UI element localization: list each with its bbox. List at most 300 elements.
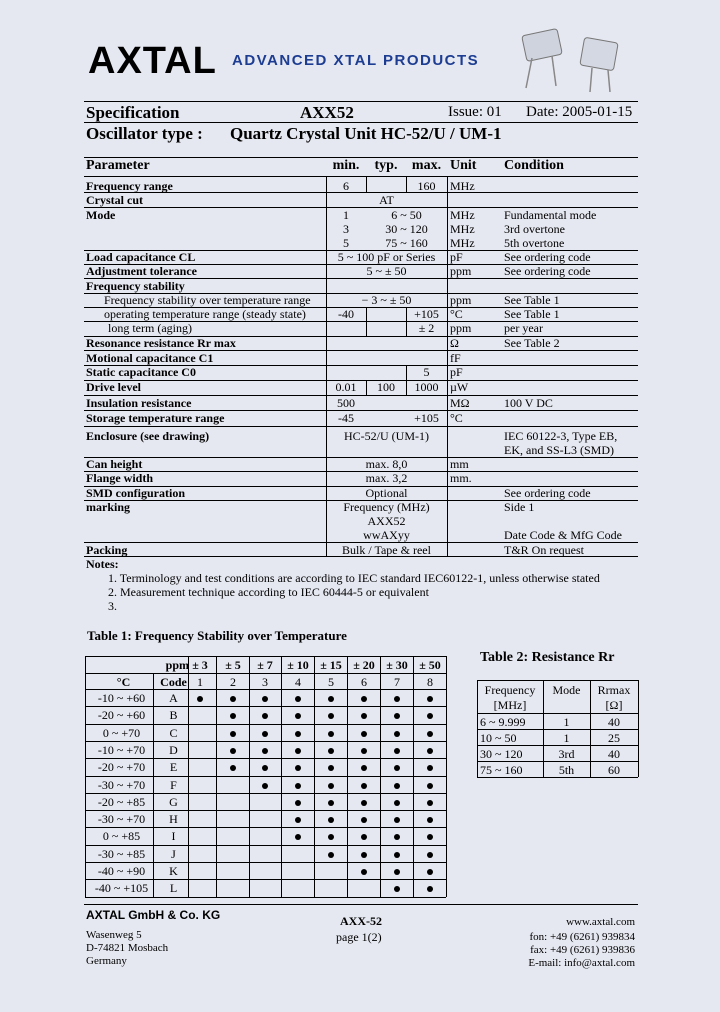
spec-max: +105: [414, 411, 439, 425]
table2-header: Frequency: [484, 683, 536, 697]
stability-dot: [328, 783, 334, 789]
stability-dot: [361, 852, 367, 858]
rule: [84, 293, 638, 294]
table2-frequency: 6 ~ 9.999: [480, 715, 526, 729]
stability-dot: [230, 731, 236, 737]
stability-dot: [361, 748, 367, 754]
stability-dot: [262, 731, 268, 737]
rule: [84, 350, 638, 351]
stability-dot: [328, 731, 334, 737]
table2-mode: 3rd: [558, 747, 575, 761]
spec-unit: fF: [450, 351, 461, 365]
rule: [84, 278, 638, 279]
spec-condition: per year: [504, 321, 543, 335]
table2-mode: 5th: [558, 763, 575, 777]
rule: [84, 486, 638, 487]
spec-value: AT: [379, 193, 394, 207]
rule: [188, 656, 189, 897]
spec-condition: 3rd overtone: [504, 222, 565, 236]
ppm-header: ± 3: [192, 658, 208, 672]
column-number: 2: [230, 675, 236, 689]
footer-email[interactable]: E-mail: info@axtal.com: [528, 957, 635, 969]
stability-code: I: [171, 829, 176, 844]
table1-title: Table 1: Frequency Stability over Temperature: [87, 628, 347, 643]
spec-param: Crystal cut: [86, 193, 143, 207]
spec-value: HC-52/U (UM-1): [344, 429, 429, 443]
temp-range: -20 ~ +60: [97, 708, 146, 723]
rule: [85, 656, 86, 897]
stability-dot: [295, 696, 301, 702]
spec-value: AXX52: [367, 514, 406, 528]
rule: [85, 845, 446, 846]
stability-dot: [295, 748, 301, 754]
rule: [447, 426, 448, 556]
stability-code: J: [171, 846, 176, 861]
spec-value: Optional: [365, 486, 408, 500]
stability-dot: [427, 800, 433, 806]
table2-header: Rrmax: [597, 683, 631, 697]
spec-min: 3: [343, 222, 349, 236]
spec-unit: MHz: [450, 179, 475, 193]
footer-web[interactable]: www.axtal.com: [566, 916, 635, 928]
stability-dot: [361, 817, 367, 823]
spec-param: Mode: [86, 208, 116, 222]
rule: [85, 673, 446, 674]
spec-param: Insulation resistance: [86, 396, 192, 410]
footer-doc: AXX-52: [340, 914, 382, 928]
part-number: AXX52: [300, 103, 354, 122]
spec-param: Flange width: [86, 471, 154, 485]
spec-unit: MΩ: [450, 396, 470, 410]
rule: [366, 307, 367, 336]
rule: [477, 713, 638, 714]
spec-unit: ppm: [450, 264, 472, 278]
spec-min: 6: [343, 179, 349, 193]
spec-param: Resonance resistance Rr max: [86, 336, 236, 350]
column-number: 1: [197, 675, 203, 689]
spec-unit: MHz: [450, 236, 475, 250]
stability-dot: [361, 696, 367, 702]
rule: [406, 176, 407, 192]
stability-dot: [427, 696, 433, 702]
stability-dot: [328, 765, 334, 771]
rule: [413, 656, 414, 897]
temp-range: -30 ~ +70: [97, 777, 146, 792]
spec-param: Frequency range: [86, 179, 173, 193]
spec-value: max. 8,0: [365, 457, 408, 471]
rule: [249, 656, 250, 897]
stability-dot: [427, 713, 433, 719]
stability-dot: [328, 748, 334, 754]
rule: [366, 176, 367, 192]
stability-code: G: [169, 794, 178, 809]
table2-mode: 1: [563, 731, 570, 745]
rule: [85, 689, 446, 690]
spec-value: wwAXyy: [363, 528, 410, 542]
stability-dot: [295, 713, 301, 719]
rule: [366, 380, 367, 395]
company-logo: AXTAL: [88, 40, 217, 82]
spec-condition: See ordering code: [504, 486, 591, 500]
temp-range: -20 ~ +85: [97, 794, 146, 809]
stability-dot: [361, 834, 367, 840]
ppm-header: ± 7: [257, 658, 273, 672]
temp-range: -30 ~ +85: [97, 846, 146, 861]
rule: [85, 879, 446, 880]
table2-rrmax: 60: [608, 763, 620, 777]
table2-subheader: [MHz]: [493, 698, 527, 712]
spec-unit: ppm: [450, 321, 472, 335]
spec-col-header: Condition: [504, 158, 564, 173]
spec-typmax: 6 ~ 50: [391, 208, 422, 222]
footer-street: Wasenweg 5: [86, 929, 142, 941]
spec-typ: 100: [377, 380, 395, 394]
spec-col-header: min.: [332, 158, 360, 173]
spec-max: 1000: [414, 380, 439, 394]
stability-dot: [295, 800, 301, 806]
rule: [380, 656, 381, 897]
crystal-image: [512, 22, 647, 92]
rule: [406, 380, 407, 395]
ppm-header: ± 5: [225, 658, 241, 672]
rule: [84, 336, 638, 337]
stability-dot: [295, 834, 301, 840]
stability-dot: [262, 783, 268, 789]
spec-col-header: Parameter: [86, 158, 150, 173]
stability-dot: [394, 713, 400, 719]
rule: [84, 321, 638, 322]
table2-rrmax: 40: [608, 715, 620, 729]
rule: [85, 793, 446, 794]
stability-dot: [394, 783, 400, 789]
rule: [84, 410, 638, 411]
spec-col-header: max.: [411, 158, 442, 173]
spec-max: 5: [423, 365, 430, 379]
rule: [406, 365, 407, 380]
spec-unit: °C: [450, 307, 463, 321]
rule: [84, 542, 638, 543]
stability-dot: [295, 731, 301, 737]
column-number: 3: [262, 675, 268, 689]
rule: [84, 426, 638, 427]
note-2: 2. Measurement technique according to IEC 60444-5 or equivalent: [108, 585, 429, 599]
rule: [477, 777, 638, 778]
stability-dot: [427, 731, 433, 737]
spec-min: 500: [337, 396, 355, 410]
oscillator-type: Quartz Crystal Unit HC-52/U / UM-1: [230, 124, 502, 143]
rule: [314, 656, 315, 897]
stability-dot: [197, 696, 203, 702]
spec-param: Load capacitance CL: [86, 250, 196, 264]
spec-typmax: 75 ~ 160: [385, 236, 428, 250]
stability-dot: [427, 783, 433, 789]
spec-min: 1: [343, 208, 349, 222]
stability-dot: [427, 852, 433, 858]
stability-dot: [262, 696, 268, 702]
spec-param: Frequency stability: [86, 279, 185, 293]
spec-value: Frequency (MHz): [343, 500, 430, 514]
spec-param: Drive level: [86, 380, 141, 394]
notes-title: Notes:: [86, 557, 119, 571]
spec-param: Static capacitance C0: [86, 365, 196, 379]
stability-dot: [361, 869, 367, 875]
table2-frequency: 10 ~ 50: [480, 731, 517, 745]
rule: [477, 729, 638, 730]
spec-param: Motional capacitance C1: [86, 351, 214, 365]
temp-range: -30 ~ +70: [97, 812, 146, 827]
footer-country: Germany: [86, 955, 127, 967]
stability-dot: [361, 800, 367, 806]
spec-min: 5: [343, 236, 349, 250]
stability-dot: [427, 834, 433, 840]
spec-value: 5 ~ ± 50: [366, 264, 407, 278]
spec-unit: °C: [450, 411, 463, 425]
stability-dot: [295, 817, 301, 823]
rule: [590, 680, 591, 777]
column-number: 7: [394, 675, 400, 689]
rule: [326, 176, 327, 426]
stability-code: E: [169, 760, 178, 775]
stability-dot: [394, 748, 400, 754]
stability-dot: [328, 696, 334, 702]
spec-param: long term (aging): [108, 321, 192, 335]
spec-condition: See ordering code: [504, 250, 591, 264]
note-1: 1. Terminology and test conditions are according to IEC standard IEC60122-1, unless otherwise stated: [108, 571, 600, 585]
rule: [84, 264, 638, 265]
spec-value: 5 ~ 100 pF or Series: [337, 250, 436, 264]
unit-label: °C: [116, 675, 131, 689]
rule: [477, 680, 638, 681]
spec-condition: See Table 1: [504, 293, 560, 307]
spec-condition: 100 V DC: [504, 396, 553, 410]
rule: [84, 207, 638, 208]
spec-param: Packing: [86, 543, 128, 557]
temp-range: -10 ~ +70: [97, 742, 146, 757]
spec-param: marking: [86, 500, 131, 514]
rule: [153, 673, 154, 897]
rule: [216, 656, 217, 897]
rule: [447, 176, 448, 426]
stability-dot: [394, 852, 400, 858]
spec-min: -40: [338, 307, 354, 321]
spec-max: ± 2: [418, 321, 435, 335]
stability-dot: [230, 713, 236, 719]
spec-unit: mm.: [450, 471, 472, 485]
table2-subheader: [Ω]: [605, 698, 623, 712]
spec-param: Storage temperature range: [86, 411, 225, 425]
ppm-header: ± 20: [353, 658, 375, 672]
stability-dot: [328, 834, 334, 840]
ppm-header: ± 15: [320, 658, 342, 672]
rule: [347, 656, 348, 897]
rule: [84, 250, 638, 251]
rule: [326, 426, 327, 556]
stability-dot: [361, 783, 367, 789]
stability-dot: [427, 765, 433, 771]
stability-code: K: [169, 864, 178, 878]
rule: [84, 471, 638, 472]
spec-condition: IEC 60122-3, Type EB,: [504, 429, 618, 443]
rule: [477, 761, 638, 762]
spec-max: 160: [417, 179, 436, 193]
ppm-header: ± 50: [419, 658, 441, 672]
spec-condition: 5th overtone: [504, 236, 565, 250]
rule: [84, 500, 638, 501]
rule: [85, 706, 446, 707]
temp-range: -40 ~ +105: [94, 881, 149, 896]
stability-code: D: [169, 742, 178, 757]
issue: Issue: 01: [448, 104, 502, 120]
stability-dot: [295, 765, 301, 771]
stability-dot: [394, 869, 400, 875]
ppm-header: ± 30: [386, 658, 408, 672]
oscillator-type-label: Oscillator type :: [86, 124, 203, 143]
date: Date: 2005-01-15: [526, 104, 633, 120]
stability-dot: [328, 817, 334, 823]
rule: [543, 680, 544, 777]
spec-param: Enclosure (see drawing): [86, 429, 210, 443]
ppm-header: ± 10: [287, 658, 309, 672]
stability-dot: [427, 869, 433, 875]
rule: [84, 395, 638, 396]
ppm-label: ppm: [165, 658, 189, 672]
rule: [84, 556, 638, 557]
spec-param: SMD configuration: [86, 486, 185, 500]
stability-code: F: [170, 777, 177, 792]
column-number: 5: [328, 675, 334, 689]
stability-dot: [427, 817, 433, 823]
spec-unit: Ω: [450, 336, 459, 350]
table2-frequency: 30 ~ 120: [480, 747, 523, 761]
company-tagline: ADVANCED XTAL PRODUCTS: [232, 52, 480, 69]
rule: [85, 810, 446, 811]
spec-unit: MHz: [450, 208, 475, 222]
stability-dot: [328, 852, 334, 858]
column-number: 6: [361, 675, 367, 689]
spec-value: Bulk / Tape & reel: [342, 543, 431, 557]
spec-value: max. 3,2: [365, 471, 408, 485]
column-number: 8: [427, 675, 433, 689]
rule: [446, 656, 447, 897]
stability-dot: [394, 817, 400, 823]
rule: [406, 307, 407, 336]
spec-unit: ppm: [450, 293, 472, 307]
temp-range: 0 ~ +70: [102, 725, 141, 740]
table2-title: Table 2: Resistance Rr: [480, 650, 615, 665]
spec-param: Adjustment tolerance: [86, 264, 197, 278]
stability-code: A: [169, 691, 178, 705]
stability-dot: [230, 765, 236, 771]
spec-condition: See Table 1: [504, 307, 560, 321]
spec-min: 0.01: [335, 380, 357, 394]
stability-dot: [295, 783, 301, 789]
table2-rrmax: 40: [608, 747, 620, 761]
stability-dot: [361, 731, 367, 737]
temp-range: -20 ~ +70: [97, 760, 146, 775]
stability-dot: [328, 800, 334, 806]
stability-code: B: [169, 708, 178, 723]
rule: [477, 680, 478, 777]
spec-col-header: typ.: [374, 158, 398, 173]
rule: [85, 758, 446, 759]
spec-label: Specification: [86, 103, 180, 122]
spec-condition: See Table 2: [504, 336, 560, 350]
spec-param: Can height: [86, 457, 143, 471]
stability-dot: [394, 800, 400, 806]
code-label: Code: [160, 675, 187, 689]
spec-condition: Side 1: [504, 500, 535, 514]
stability-code: H: [169, 812, 178, 827]
spec-condition: Fundamental mode: [504, 208, 597, 222]
rule: [84, 380, 638, 381]
stability-dot: [230, 748, 236, 754]
spec-param: operating temperature range (steady state): [104, 307, 306, 321]
stability-dot: [394, 834, 400, 840]
footer-city: D-74821 Mosbach: [86, 942, 169, 954]
spec-unit: MHz: [450, 222, 475, 236]
rule: [85, 741, 446, 742]
stability-dot: [427, 748, 433, 754]
stability-code: C: [169, 725, 178, 740]
table2-mode: 1: [563, 715, 570, 729]
rule: [84, 176, 638, 177]
temp-range: -40 ~ +90: [97, 864, 146, 878]
stability-dot: [427, 886, 433, 892]
footer-page: page 1(2): [336, 930, 382, 944]
footer-fon: fon: +49 (6261) 939834: [529, 931, 635, 943]
stability-dot: [262, 713, 268, 719]
rule: [84, 307, 638, 308]
rule: [84, 365, 638, 366]
temp-range: -10 ~ +60: [97, 691, 146, 705]
stability-code: L: [169, 881, 178, 896]
rule: [85, 724, 446, 725]
table2-frequency: 75 ~ 160: [480, 763, 523, 777]
stability-dot: [361, 713, 367, 719]
spec-col-header: Unit: [450, 158, 477, 173]
temp-range: 0 ~ +85: [102, 829, 141, 844]
rule: [477, 745, 638, 746]
rule: [85, 827, 446, 828]
rule: [85, 862, 446, 863]
stability-dot: [230, 696, 236, 702]
spec-value: − 3 ~ ± 50: [361, 293, 412, 307]
spec-unit: µW: [450, 380, 469, 394]
spec-unit: pF: [450, 250, 463, 264]
rule: [84, 457, 638, 458]
table2-header: Mode: [552, 683, 581, 697]
footer-fax: fax: +49 (6261) 939836: [530, 944, 635, 956]
rule: [85, 776, 446, 777]
spec-condition: EK, and SS-L3 (SMD): [504, 443, 614, 457]
stability-dot: [262, 748, 268, 754]
spec-max: +105: [414, 307, 439, 321]
note-3: 3.: [108, 599, 117, 613]
footer-company: AXTAL GmbH & Co. KG: [86, 908, 221, 922]
spec-unit: pF: [450, 365, 463, 379]
spec-condition: See ordering code: [504, 264, 591, 278]
stability-dot: [262, 765, 268, 771]
rule: [85, 656, 446, 657]
column-number: 4: [295, 675, 301, 689]
spec-param: Frequency stability over temperature range: [104, 293, 311, 307]
stability-dot: [328, 713, 334, 719]
table2-rrmax: 25: [608, 731, 620, 745]
spec-condition: Date Code & MfG Code: [504, 528, 622, 542]
stability-dot: [361, 765, 367, 771]
rule: [85, 897, 446, 898]
spec-unit: mm: [450, 457, 469, 471]
